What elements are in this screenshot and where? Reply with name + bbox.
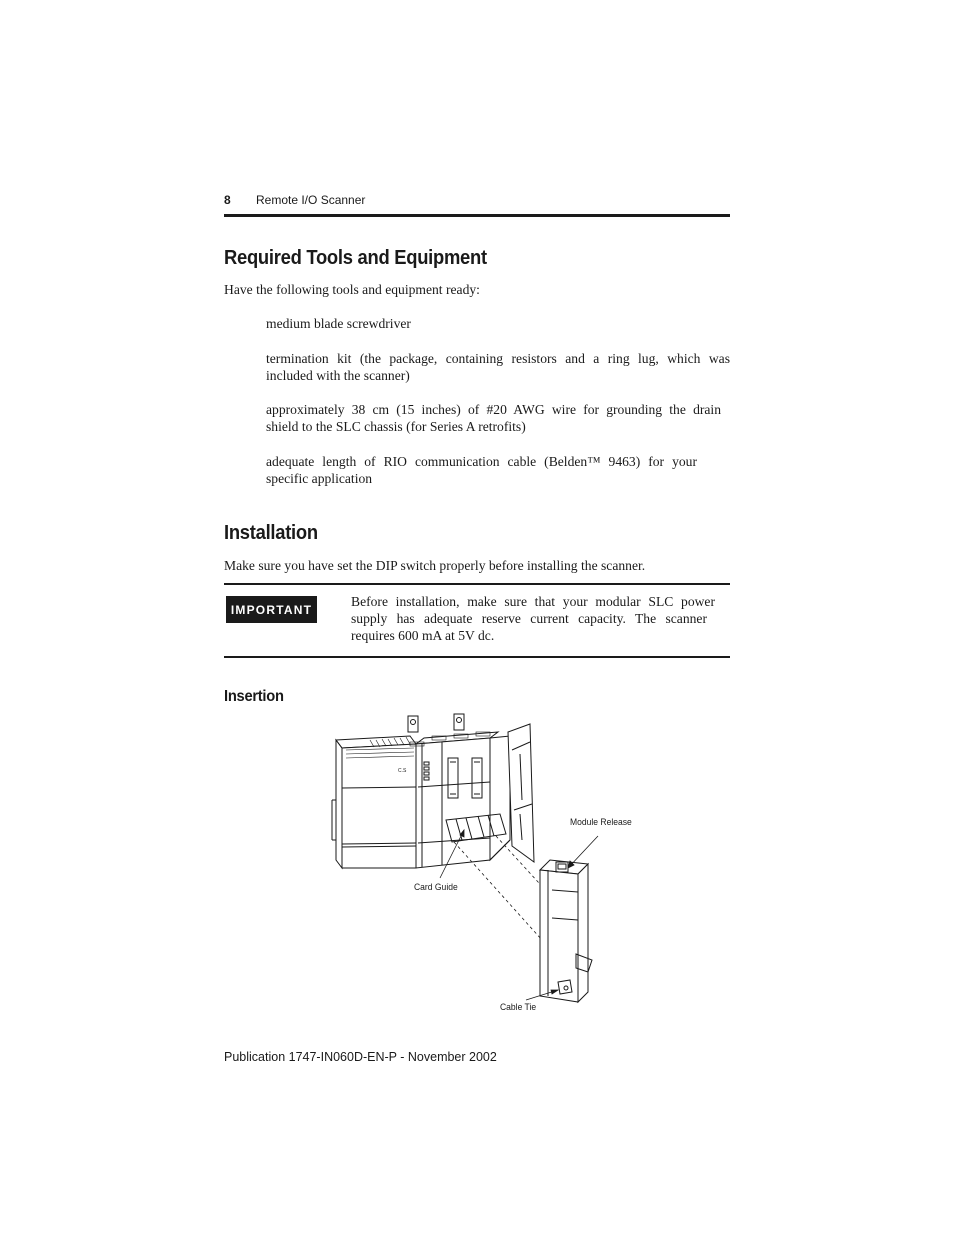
tools-intro: Have the following tools and equipment ready:: [224, 282, 480, 297]
tools-item-3-line2: shield to the SLC chassis (for Series A retrofits): [266, 419, 526, 434]
header-rule: [224, 214, 730, 217]
tools-item-1-line1: medium blade screwdriver: [266, 316, 411, 331]
section-heading-insertion: Insertion: [224, 688, 284, 705]
tools-item-2: [266, 350, 730, 367]
tools-item-4: [266, 453, 697, 470]
tools-item-3: [266, 401, 721, 418]
section-heading-tools: Required Tools and Equipment: [224, 247, 487, 269]
section-heading-installation: Installation: [224, 522, 318, 544]
power-supply-illustration: [332, 736, 416, 868]
scanner-module-illustration: [540, 860, 592, 1002]
important-line-1: Before installation, make sure that your modular SLC power: [351, 594, 715, 609]
publication-footer: Publication 1747-IN060D-EN-P - November 2002: [224, 1050, 497, 1064]
tools-item-4-cont: [266, 470, 372, 487]
installation-intro: Make sure you have set the DIP switch properly before installing the scanner.: [224, 558, 646, 573]
tools-item-3-line1: approximately 38 cm (15 inches) of #20 AWG wire for grounding the drain: [266, 402, 721, 417]
chassis-modules-illustration: [408, 714, 498, 868]
important-badge: IMPORTANT: [226, 596, 317, 623]
important-bottom-rule: [224, 656, 730, 658]
tools-item-2-line2: included with the scanner): [266, 368, 410, 383]
page-number: 8: [224, 193, 231, 207]
tools-item-2-cont: [266, 367, 410, 384]
tools-item-3-cont: [266, 418, 526, 435]
running-header-title: Remote I/O Scanner: [256, 193, 366, 207]
important-line-3: requires 600 mA at 5V dc.: [351, 628, 495, 643]
label-card-guide: Card Guide: [414, 882, 458, 893]
chassis-door-illustration: [508, 724, 534, 862]
important-note: [351, 593, 715, 644]
tools-item-2-line1: termination kit (the package, containing resistors and a ring lug, which was: [266, 351, 730, 366]
insertion-figure: [330, 710, 650, 1020]
tools-item-1: [266, 315, 411, 332]
tools-item-4-line2: specific application: [266, 471, 373, 486]
label-module-release: Module Release: [570, 817, 632, 828]
label-cable-tie: Cable Tie: [500, 1002, 537, 1013]
important-top-rule: [224, 583, 730, 585]
svg-text:C.S: C.S: [398, 768, 407, 774]
important-line-2: supply has adequate reserve current capacity. The scanner: [351, 611, 707, 626]
tools-item-4-line1: adequate length of RIO communication cable (Belden™ 9463) for your: [266, 454, 697, 469]
